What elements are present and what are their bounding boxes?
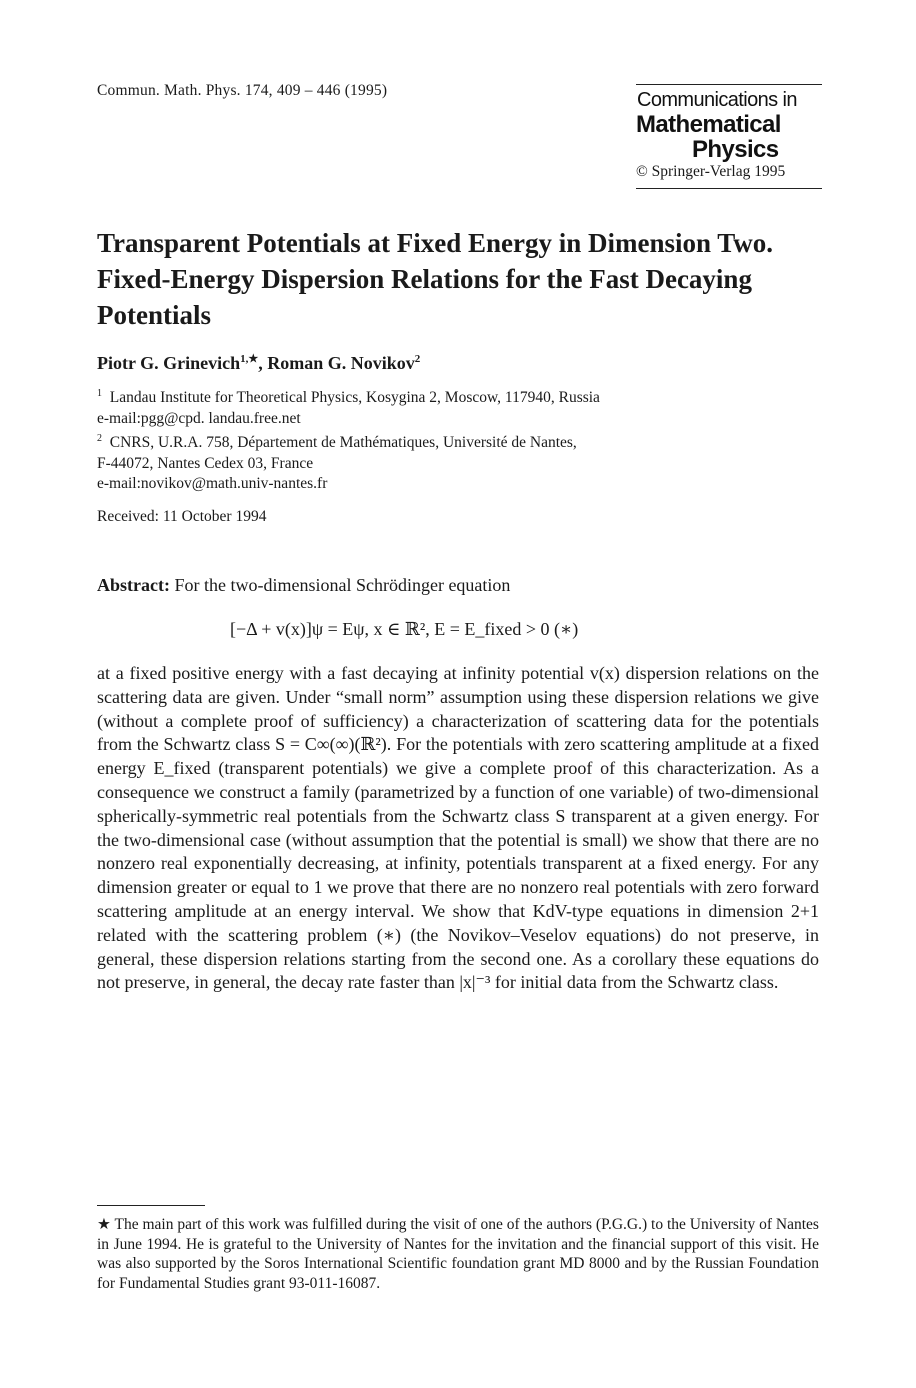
author-1-marks: 1,★ — [240, 353, 259, 365]
received-date: Received: 11 October 1994 — [97, 508, 267, 525]
journal-name-line1: Communications in — [637, 89, 797, 111]
abstract-intro-text: For the two-dimensional Schrödinger equation — [174, 575, 511, 595]
footnote — [97, 1215, 819, 1293]
author-2: Roman G. Novikov — [267, 353, 415, 373]
affiliation-line — [97, 454, 817, 475]
authors — [97, 352, 420, 374]
footnote-rule — [97, 1205, 205, 1206]
journal-name-line2: Mathematical — [636, 111, 781, 138]
abstract-label: Abstract: — [97, 575, 170, 595]
journal-rule-top — [636, 84, 822, 85]
author-separator: , — [258, 353, 268, 373]
abstract-intro — [97, 575, 819, 596]
footnote-text: The main part of this work was fulfilled during the visit of one of the authors (P.G.G.) to the University of Nantes in June 1994. He is grateful to the University of Nantes for the invitation and the financial support of this visit. He was also supported by the Soros International Scientific foundation grant MD 8000 and by the Russian Foundation for Fundamental Studies grant 93-011-16087. — [97, 1216, 819, 1292]
affiliation-text: CNRS, U.R.A. 758, Département de Mathématiques, Université de Nantes, — [109, 434, 577, 452]
affiliation-text: e-mail:pgg@cpd. landau.free.net — [97, 409, 301, 427]
equation: [−Δ + v(x)]ψ = Eψ, x ∈ ℝ², E = E_fixed > 0 (∗) — [230, 619, 579, 639]
affiliations — [97, 384, 817, 495]
affiliation-line — [97, 474, 817, 495]
footnote-mark: ★ — [97, 1216, 111, 1233]
affiliation-mark: 1 — [97, 388, 102, 399]
affiliation-text: Landau Institute for Theoretical Physics, Kosygina 2, Moscow, 117940, Russia — [109, 389, 600, 407]
paper-title: Transparent Potentials at Fixed Energy in Dimension Two. Fixed-Energy Dispersion Relations for the Fast Decaying Potentials — [97, 228, 774, 330]
author-1: Piotr G. Grinevich — [97, 353, 241, 373]
citation: Commun. Math. Phys. 174, 409 – 446 (1995) — [97, 82, 388, 99]
abstract-body: at a fixed positive energy with a fast decaying at infinity potential v(x) dispersion relations on the scattering data are given. Under “small norm” assumption using these dispersion relations we give (without a complete proof of sufficiency) a characterization of scattering data for the potentials from the Schwartz class S = C∞(∞)(ℝ²). For the potentials with zero scattering amplitude at a fixed energy E_fixed (transparent potentials) we give a complete proof of this characterization. As a consequence we construct a family (parametrized by a function of one variable) of two-dimensional spherically-symmetric real potentials from the Schwartz class S transparent at a given energy. For the two-dimensional case (without assumption that the potential is small) we show that there are no nonzero real exponentially decreasing, at infinity, potentials transparent at a fixed energy. For any dimension greater or equal to 1 we prove that there are no nonzero real potentials with zero forward scattering amplitude at an energy interval. We show that KdV-type equations in dimension 2+1 related with the scattering problem (∗) (the Novikov–Veselov equations) do not preserve, in general, these dispersion relations starting from the second one. As a corollary these equations do not preserve, in general, the decay rate faster than |x|⁻³ for initial data from the Schwartz class. — [97, 663, 819, 993]
author-2-marks: 2 — [414, 353, 421, 365]
affiliation-text: e-mail:novikov@math.univ-nantes.fr — [97, 475, 328, 493]
publisher: © Springer-Verlag 1995 — [636, 163, 786, 180]
affiliation-line — [97, 384, 817, 409]
affiliation-line — [97, 429, 817, 454]
affiliation-mark: 2 — [97, 433, 102, 445]
journal-name-line3: Physics — [692, 136, 779, 163]
journal-rule-bottom — [636, 188, 822, 189]
affiliation-text: F-44072, Nantes Cedex 03, France — [97, 454, 314, 472]
affiliation-line — [97, 409, 817, 430]
